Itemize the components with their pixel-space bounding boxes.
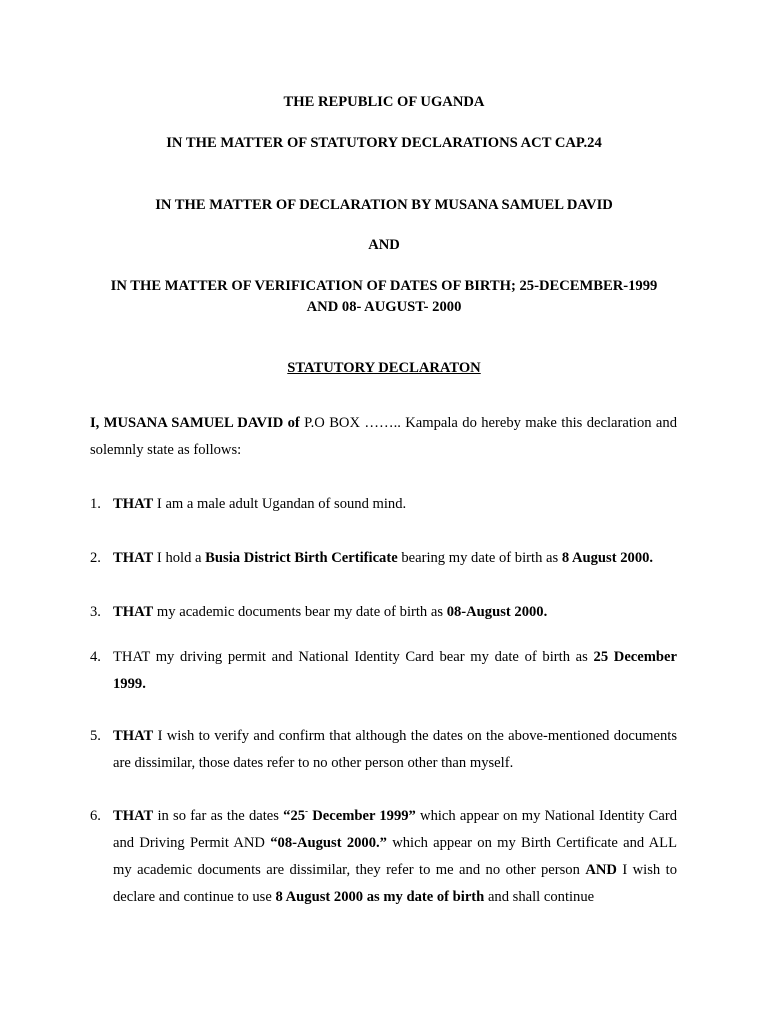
declarant-name: I, MUSANA SAMUEL DAVID of — [90, 415, 300, 431]
that-keyword: THAT — [113, 550, 154, 566]
that-keyword: THAT — [113, 808, 154, 824]
item-number: 1. — [90, 496, 101, 512]
item-superscript: - — [305, 806, 309, 817]
item-bold-part: 25 December 1999. — [113, 649, 677, 692]
item-text — [113, 599, 677, 626]
that-keyword: THAT — [113, 604, 154, 620]
heading-verification-line1: IN THE MATTER OF VERIFICATION OF DATES OF BIRTH; 25-DECEMBER-1999 — [110, 278, 658, 294]
item-bold-part: 8 August 2000 as my date of birth — [275, 889, 485, 905]
heading-and: AND — [368, 237, 400, 253]
item-text-part: I wish to verify and confirm that although the dates on the above-mentioned documents are dissimilar, those dates refer to no other person other than myself. — [113, 728, 677, 771]
that-keyword: THAT — [113, 728, 154, 744]
item-bold-part: 8 August 2000. — [561, 550, 654, 566]
item-bold-part: 08-August 2000. — [446, 604, 548, 620]
item-text-part: I wish to declare and continue to use — [113, 862, 677, 905]
item-text — [113, 803, 677, 911]
document-title — [70, 358, 698, 379]
item-text — [113, 491, 677, 518]
item-text — [113, 723, 677, 777]
item-text-part: in so far as the dates — [153, 808, 284, 824]
item-number: 3. — [90, 604, 101, 620]
item-bold-part: December 1999” — [308, 808, 416, 824]
item-bold-part: Busia District Birth Certificate — [205, 550, 398, 566]
item-number: 5. — [90, 728, 101, 744]
item-text-part: which appear on my National Identity Card and Driving Permit AND — [113, 808, 678, 851]
heading-republic: THE REPUBLIC OF UGANDA — [283, 94, 485, 110]
intro-text: P.O BOX …….. Kampala do hereby make this declaration and solemnly state as follows: — [90, 415, 677, 458]
item-text-part: bearing my date of birth as — [397, 550, 562, 566]
heading-verification — [70, 276, 698, 318]
heading-statutory-act: IN THE MATTER OF STATUTORY DECLARATIONS ACT CAP.24 — [166, 135, 602, 151]
heading-declaration-by: IN THE MATTER OF DECLARATION BY MUSANA SAMUEL DAVID — [155, 197, 613, 213]
item-text — [113, 545, 677, 572]
item-bold-part: AND — [585, 862, 617, 878]
item-bold-part: “25 — [283, 808, 306, 824]
item-text — [113, 644, 677, 698]
item-text-part: my academic documents bear my date of birth as — [153, 604, 447, 620]
item-number: 4. — [90, 649, 101, 665]
item-number: 6. — [90, 808, 101, 824]
item-text-part: and shall continue — [484, 889, 595, 905]
item-text-part: which appear on my Birth Certificate and ALL my academic documents are dissimilar, they refer to me and no other person — [113, 835, 678, 878]
item-number: 2. — [90, 550, 101, 566]
item-text-part: THAT my driving permit and National Identity Card bear my date of birth as — [113, 649, 594, 665]
document-title-text: STATUTORY DECLARATON — [287, 360, 481, 376]
item-bold-part: “08-August 2000.” — [270, 835, 387, 851]
item-text-part: I am a male adult Ugandan of sound mind. — [153, 496, 407, 512]
heading-verification-line2: AND 08- AUGUST- 2000 — [306, 299, 462, 315]
item-text-part: I hold a — [153, 550, 206, 566]
intro-paragraph — [90, 410, 677, 464]
that-keyword: THAT — [113, 496, 154, 512]
